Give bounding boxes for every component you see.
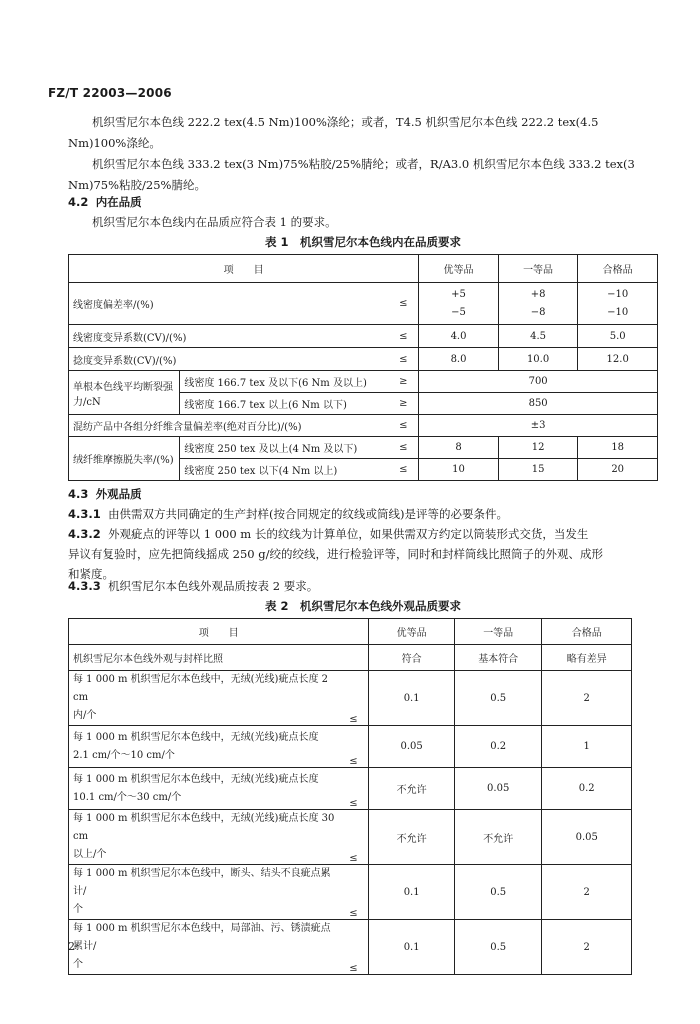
cell-grade-2: 基本符合 bbox=[454, 645, 542, 671]
cell-grade-3: 12.0 bbox=[578, 348, 658, 371]
intro-paragraph-2 bbox=[68, 154, 658, 196]
section-4-3-2-line-2: 异议有复验时，应先把筒线摇成 250 g/绞的绞线，进行检验评等，同时和封样筒线比照筒子的外观、成形 bbox=[68, 547, 603, 561]
cell-grade-3: 1 bbox=[542, 726, 632, 768]
cell-grade-2: 0.05 bbox=[454, 768, 542, 810]
comparison-symbol: ≤ bbox=[388, 283, 418, 325]
page-number: 2 bbox=[68, 940, 75, 953]
table-row bbox=[69, 437, 658, 459]
section-4-3-heading: 4.3 外观品质 bbox=[68, 487, 142, 501]
table-row bbox=[69, 283, 658, 325]
header-grade-1: 优等品 bbox=[369, 619, 455, 645]
cell-grade-2: 4.5 bbox=[498, 325, 578, 348]
section-4-3-2-line-1: 4.3.2 外观疵点的评等以 1 000 m 长的纹线为计算单位，如果供需双方约定以筒装形式交货，当发生 bbox=[68, 527, 589, 541]
table-1 bbox=[68, 254, 658, 481]
cell-grade-1: 不允许 bbox=[369, 768, 455, 810]
cell-value: ±3 bbox=[419, 415, 658, 437]
comparison-symbol: ≥ bbox=[388, 371, 418, 393]
intro-paragraph-1 bbox=[68, 112, 658, 154]
row-label: 每 1 000 m 机织雪尼尔本色线中，局部油、污、锈渍疵点累计/ 个 bbox=[69, 920, 339, 975]
table-row bbox=[69, 726, 632, 768]
row-sublabel: 线密度 166.7 tex 以上(6 Nm 以下) bbox=[180, 393, 389, 415]
cell-grade-3: 2 bbox=[542, 865, 632, 920]
section-4-3-3: 4.3.3 机织雪尼尔本色线外观品质按表 2 要求。 bbox=[68, 579, 319, 593]
row-label: 每 1 000 m 机织雪尼尔本色线中，无绒(光线)疵点长度 2 cm 内/个 bbox=[69, 671, 339, 726]
row-label: 每 1 000 m 机织雪尼尔本色线中，无绒(光线)疵点长度 2.1 cm/个～10 cm/个 bbox=[69, 726, 339, 768]
header-grade-3: 合格品 bbox=[542, 619, 632, 645]
cell-grade-3: 0.2 bbox=[542, 768, 632, 810]
comparison-symbol: ≤ bbox=[339, 810, 369, 865]
comparison-symbol: ≤ bbox=[339, 671, 369, 726]
table-row bbox=[69, 920, 632, 975]
comparison-symbol: ≤ bbox=[388, 437, 418, 459]
cell-grade-1: 0.1 bbox=[369, 865, 455, 920]
cell-grade-2: 0.5 bbox=[454, 920, 542, 975]
row-sublabel: 线密度 166.7 tex 及以下(6 Nm 及以上) bbox=[180, 371, 389, 393]
cell-grade-2: 0.2 bbox=[454, 726, 542, 768]
cell-grade-1: 0.05 bbox=[369, 726, 455, 768]
comparison-symbol: ≥ bbox=[388, 393, 418, 415]
cell-grade-1: 4.0 bbox=[419, 325, 499, 348]
intro-text-1: 机织雪尼尔本色线 222.2 tex(4.5 Nm)100%涤纶；或者，T4.5 机织雪尼尔本色线 222.2 tex(4.5 Nm)100%涤纶。 bbox=[68, 115, 599, 150]
cell-grade-2: 0.5 bbox=[454, 865, 542, 920]
cell-grade-3: 20 bbox=[578, 459, 658, 481]
comparison-symbol: ≤ bbox=[339, 726, 369, 768]
section-4-3-2-line-3: 和紧度。 bbox=[68, 567, 114, 581]
section-title: 内在品质 bbox=[95, 195, 142, 209]
cell-grade-3: 0.05 bbox=[542, 810, 632, 865]
section-4-2-heading bbox=[68, 192, 142, 212]
table-row bbox=[69, 371, 658, 393]
table-row bbox=[69, 865, 632, 920]
row-label: 单根本色线平均断裂强力/cN bbox=[69, 371, 180, 415]
comparison-symbol: ≤ bbox=[339, 865, 369, 920]
intro-text-2: 机织雪尼尔本色线 333.2 tex(3 Nm)75%粘胶/25%腈纶；或者，R/A3.0 机织雪尼尔本色线 333.2 tex(3 Nm)75%粘胶/25%腈纶。 bbox=[68, 157, 635, 192]
table-row bbox=[69, 348, 658, 371]
cell-grade-1: 10 bbox=[419, 459, 499, 481]
section-number: 4.2 bbox=[68, 195, 89, 209]
table-row bbox=[69, 645, 632, 671]
comparison-symbol: ≤ bbox=[339, 768, 369, 810]
cell-value: 850 bbox=[419, 393, 658, 415]
cell-grade-1: 8.0 bbox=[419, 348, 499, 371]
section-4-3-1: 4.3.1 由供需双方共同确定的生产封样(按合同规定的纹线或筒线)是评等的必要条件。 bbox=[68, 507, 509, 521]
cell-grade-2: 不允许 bbox=[454, 810, 542, 865]
cell-grade-1: +5 −5 bbox=[419, 283, 499, 325]
section-4-2-text: 机织雪尼尔本色线内在品质应符合表 1 的要求。 bbox=[92, 215, 337, 229]
comparison-symbol: ≤ bbox=[388, 348, 418, 371]
standard-number-header: FZ/T 22003—2006 bbox=[48, 86, 172, 100]
table-row bbox=[69, 671, 632, 726]
cell-grade-1: 符合 bbox=[369, 645, 455, 671]
row-label: 每 1 000 m 机织雪尼尔本色线中，断头、结头不良疵点累计/ 个 bbox=[69, 865, 339, 920]
cell-grade-2: +8 −8 bbox=[498, 283, 578, 325]
cell-grade-1: 不允许 bbox=[369, 810, 455, 865]
cell-grade-2: 15 bbox=[498, 459, 578, 481]
cell-grade-3: 略有差异 bbox=[542, 645, 632, 671]
cell-grade-1: 0.1 bbox=[369, 920, 455, 975]
row-label: 每 1 000 m 机织雪尼尔本色线中，无绒(光线)疵点长度 30 cm 以上/个 bbox=[69, 810, 339, 865]
row-label: 捻度变异系数(CV)/(%) bbox=[69, 348, 389, 371]
header-grade-2: 一等品 bbox=[454, 619, 542, 645]
table-2 bbox=[68, 618, 632, 975]
header-grade-3: 合格品 bbox=[578, 255, 658, 283]
row-sublabel: 线密度 250 tex 及以上(4 Nm 及以下) bbox=[180, 437, 389, 459]
table-row bbox=[69, 255, 658, 283]
row-label: 线密度偏差率/(%) bbox=[69, 283, 389, 325]
cell-value: 700 bbox=[419, 371, 658, 393]
row-label: 绒纤维摩擦脱失率/(%) bbox=[69, 437, 180, 481]
cell-grade-3: 2 bbox=[542, 671, 632, 726]
comparison-symbol: ≤ bbox=[388, 325, 418, 348]
row-label: 机织雪尼尔本色线外观与封样比照 bbox=[69, 645, 369, 671]
comparison-symbol: ≤ bbox=[388, 459, 418, 481]
table-1-caption: 表 1 机织雪尼尔本色线内在品质要求 bbox=[264, 235, 461, 249]
row-label: 混纺产品中各组分纤维含量偏差率(绝对百分比)/(%) bbox=[69, 415, 389, 437]
comparison-symbol: ≤ bbox=[388, 415, 418, 437]
cell-grade-2: 12 bbox=[498, 437, 578, 459]
cell-grade-2: 0.5 bbox=[454, 671, 542, 726]
table-row bbox=[69, 768, 632, 810]
cell-grade-2: 10.0 bbox=[498, 348, 578, 371]
header-grade-1: 优等品 bbox=[419, 255, 499, 283]
table-2-caption: 表 2 机织雪尼尔本色线外观品质要求 bbox=[264, 599, 461, 613]
table-row bbox=[69, 415, 658, 437]
cell-grade-3: 18 bbox=[578, 437, 658, 459]
table-row bbox=[69, 810, 632, 865]
table-row bbox=[69, 325, 658, 348]
row-label: 线密度变异系数(CV)/(%) bbox=[69, 325, 389, 348]
row-label: 每 1 000 m 机织雪尼尔本色线中，无绒(光线)疵点长度 10.1 cm/个～30 cm/个 bbox=[69, 768, 339, 810]
table-row bbox=[69, 619, 632, 645]
comparison-symbol: ≤ bbox=[339, 920, 369, 975]
cell-grade-3: 2 bbox=[542, 920, 632, 975]
cell-grade-1: 0.1 bbox=[369, 671, 455, 726]
cell-grade-1: 8 bbox=[419, 437, 499, 459]
row-sublabel: 线密度 250 tex 以下(4 Nm 以上) bbox=[180, 459, 389, 481]
cell-grade-3: 5.0 bbox=[578, 325, 658, 348]
cell-grade-3: −10 −10 bbox=[578, 283, 658, 325]
header-grade-2: 一等品 bbox=[498, 255, 578, 283]
header-item: 项 目 bbox=[69, 619, 369, 645]
header-item: 项 目 bbox=[69, 255, 419, 283]
